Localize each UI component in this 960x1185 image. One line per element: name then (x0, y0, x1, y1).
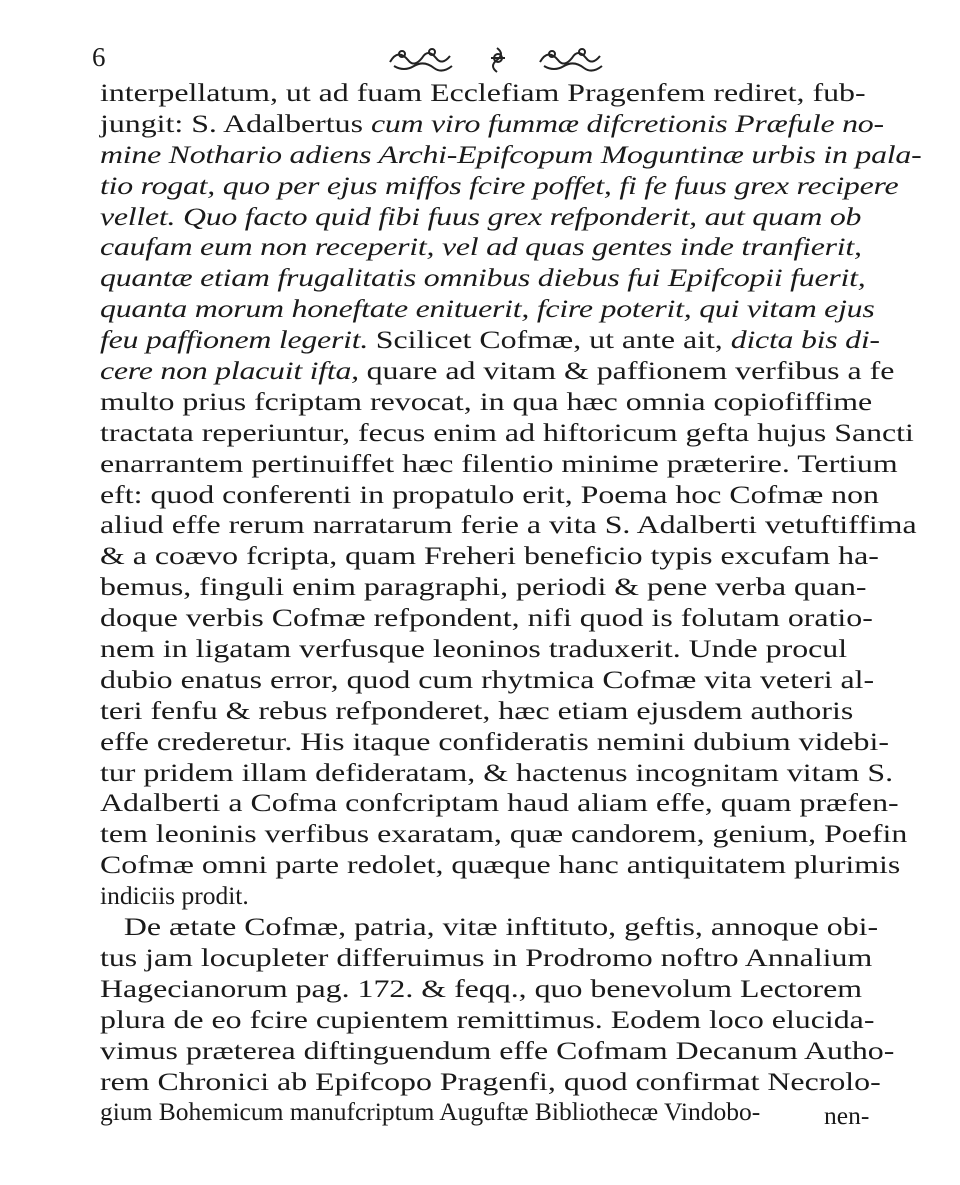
text-line (100, 325, 930, 356)
body-text (100, 78, 930, 1128)
text-line (100, 572, 930, 603)
text-line (100, 634, 930, 665)
text-line (100, 974, 930, 1005)
roman-text: eft: quod conferenti in propatulo erit, Poema hoc Cofmæ non (100, 479, 880, 509)
roman-text: De ætate Cofmæ, patria, vitæ inftituto, geftis, annoque obi- (100, 912, 879, 942)
roman-text: interpellatum, ut ad fuam Ecclefiam Pragenfem rediret, fub- (100, 78, 866, 107)
text-line (100, 603, 930, 634)
roman-text: Cofmæ omni parte redolet, quæque hanc antiquitatem plurimis (100, 850, 901, 880)
italic-text: quanta morum honeftate enituerit, fcire poterit, qui vitam ejus (100, 294, 875, 324)
text-line (100, 480, 930, 511)
italic-text: tio rogat, quo per ejus miffos fcire poffet, fi fe fuus grex recipere (100, 170, 899, 200)
roman-text: nem in ligatam verfusque leoninos traduxerit. Unde procul (100, 634, 848, 664)
roman-text: Adalberti a Cofma confcriptam haud aliam effe, quam præfen- (100, 788, 899, 818)
text-line (100, 1067, 930, 1098)
roman-text: & a coævo fcripta, quam Freheri beneficio typis excufam ha- (100, 541, 879, 571)
italic-text: feu paffionem legerit. (100, 325, 376, 355)
text-line (100, 727, 930, 758)
roman-text: effe crederetur. His itaque confideratis nemini dubium videbi- (100, 726, 889, 756)
text-line (100, 263, 930, 294)
text-line (100, 232, 930, 263)
italic-text: quantæ etiam frugalitatis omnibus diebus fui Epifcopii fuerit, (100, 263, 866, 293)
text-line (100, 943, 930, 974)
roman-text: indiciis prodit. (100, 881, 249, 911)
text-line (100, 1005, 930, 1036)
text-line (100, 1097, 930, 1128)
text-line (100, 356, 930, 387)
roman-text: aliud effe rerum narratarum ferie a vita S. Adalberti vetuftiffima (100, 510, 917, 540)
roman-text: tractata reperiuntur, fecus enim ad hiftoricum gefta hujus Sancti (100, 417, 914, 447)
italic-text: cum viro fummæ difcretionis Præfule no- (370, 108, 884, 138)
roman-text: gium Bohemicum manufcriptum Auguftæ Bibliothecæ Vindobo- (100, 1097, 761, 1127)
text-line (100, 912, 930, 943)
roman-text: teri fenfu & rebus refponderet, hæc etiam ejusdem authoris (100, 695, 854, 725)
roman-text: jungit: S. Adalbertus (100, 108, 371, 138)
roman-text: quare ad vitam & paffionem verfibus a fe (366, 356, 895, 386)
page-number: 6 (92, 42, 106, 72)
roman-text: dubio enatus error, quod cum rhytmica Cofmæ vita veteri al- (100, 664, 875, 694)
text-line (100, 449, 930, 480)
text-line (100, 109, 930, 140)
italic-text: mine Nothario adiens Archi-Epifcopum Moguntinæ urbis in pala- (100, 139, 922, 169)
italic-text: caufam eum non receperit, vel ad quas gentes inde tranfierit, (100, 232, 862, 262)
text-line (100, 140, 930, 171)
text-line (100, 788, 930, 819)
roman-text: Scilicet Cofmæ, ut ante ait, (375, 325, 731, 355)
text-line (100, 78, 930, 109)
text-line (100, 387, 930, 418)
roman-text: rem Chronici ab Epifcopo Pragenfi, quod confirmat Necrolo- (100, 1066, 881, 1096)
roman-text: tus jam locupleter differuimus in Prodromo noftro Annalium (100, 942, 873, 972)
roman-text: tur pridem illam defideratam, & hactenus incognitam vitam S. (100, 757, 894, 787)
text-line (100, 1036, 930, 1067)
text-line (100, 171, 930, 202)
italic-text: cere non placuit ifta, (100, 356, 367, 386)
roman-text: tem leoninis verfibus exaratam, quæ candorem, genium, Poefin (100, 819, 908, 849)
text-line (100, 850, 930, 881)
roman-text: Hagecianorum pag. 172. & feqq., quo benevolum Lectorem (100, 973, 863, 1003)
text-line (100, 819, 930, 850)
header-ornament-icon (380, 40, 630, 76)
text-line (100, 758, 930, 789)
text-line (100, 696, 930, 727)
text-line (100, 202, 930, 233)
text-line (100, 418, 930, 449)
roman-text: multo prius fcriptam revocat, in qua hæc omnia copiofiffime (100, 386, 873, 416)
text-line (100, 881, 930, 912)
catchword: nen- (824, 1101, 870, 1130)
roman-text: bemus, finguli enim paragraphi, periodi & pene verba quan- (100, 572, 867, 602)
text-line (100, 510, 930, 541)
italic-text: dicta bis di- (730, 325, 880, 355)
roman-text: doque verbis Cofmæ refpondent, nifi quod is folutam oratio- (100, 603, 873, 633)
roman-text: plura de eo fcire cupientem remittimus. Eodem loco elucida- (100, 1004, 875, 1034)
text-line (100, 665, 930, 696)
text-line (100, 541, 930, 572)
text-line (100, 294, 930, 325)
italic-text: vellet. Quo facto quid fibi fuus grex refponderit, aut quam ob (100, 201, 862, 231)
roman-text: vimus præterea diftinguendum effe Cofmam Decanum Autho- (100, 1035, 895, 1065)
roman-text: enarrantem pertinuiffet hæc filentio minime præterire. Tertium (100, 448, 898, 478)
